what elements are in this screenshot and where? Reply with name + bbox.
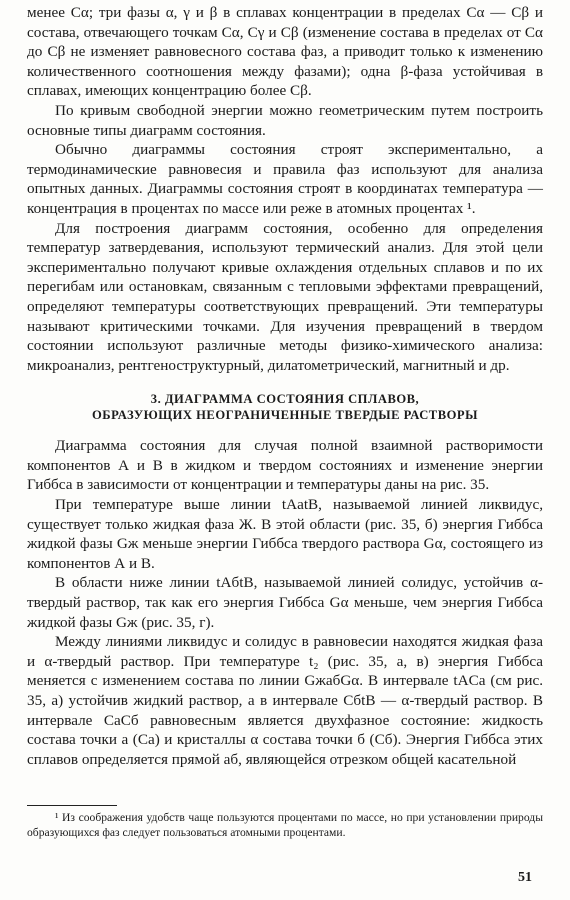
body-text: [27, 3, 543, 769]
paragraph: менее Cα; три фазы α, γ и β в сплавах концентрации в пределах Cα — Cβ и состава, отвечающего точкам Cα, Cγ и Cβ (изменение состава в пределах от Cα до Cβ не изменяет равновесного состава фаз, а приводит только к изменению количественного соотношения между фазами); одна β-фаза устойчивая в сплавах, имеющих концентрацию более Cβ.: [27, 4, 543, 100]
footnote-text: ¹ Из соображения удобств чаще пользуются процентами по массе, но при установлении природы образующихся фаз следует пользоваться атомными процентами.: [27, 811, 543, 839]
paragraph: Обычно диаграммы состояния строят экспериментально, а термодинамические равновесия и правила фаз используют для анализа опытных данных. Диаграммы состояния строят в координатах температура — концентрация в процентах по массе или реже в атомных процентах ¹.: [27, 141, 543, 217]
paragraph: По кривым свободной энергии можно геометрическим путем построить основные типы диаграмм состояния.: [27, 101, 543, 139]
paragraph: Для построения диаграмм состояния, особенно для определения температур затвердевания, используют термический анализ. Для этой цели экспериментально получают кривые охлаждения отдельных сплавов и по их перегибам или остановкам, связанным с тепловыми эффектами превращений, определяют температуры соответствующих превращений. Эти температуры называют критическими точками. Для изучения превращений в твердом состоянии используют различные методы физико-химического анализа: микроанализ, рентгеноструктурный, дилатометрический, магнитный и др.: [27, 219, 543, 374]
section-heading-line2: ОБРАЗУЮЩИХ НЕОГРАНИЧЕННЫЕ ТВЕРДЫЕ РАСТВОРЫ: [92, 408, 478, 423]
footnote-divider: [27, 805, 117, 806]
paragraph: Между линиями ликвидус и солидус в равновесии находятся жидкая фаза и α-твердый раствор. При температуре t₂ (рис. 35, а, в) энергия Гиббса меняется с изменением состава по линии GжабGα. В интервале tACa (см рис. 35, а) устойчив жидкий раствор, а в интервале CбtB — α-твердый раствор. В интервале CaCб равновесным является двухфазное состояние: жидкость состава точки a (Ca) и кристаллы α состава точки б (Cб). Энергия Гиббса этих сплавов определяется прямой аб, являющейся отрезком общей касательной: [27, 633, 543, 768]
footnote: [27, 811, 543, 840]
paragraph: В области ниже линии tAбtB, называемой линией солидус, устойчив α-твердый раствор, так как его энергия Гиббса Gα меньше, чем энергия Гиббса жидкой фазы Gж (рис. 35, г).: [27, 574, 543, 631]
section-heading-line1: 3. ДИАГРАММА СОСТОЯНИЯ СПЛАВОВ,: [150, 392, 420, 407]
paragraph: Диаграмма состояния для случая полной взаимной растворимости компонентов А и В в жидком и твердом состояниях и изменение энергии Гиббса в зависимости от концентрации и температуры даны на рис. 35.: [27, 437, 543, 494]
page-number: 51: [518, 870, 532, 885]
section-heading: [27, 391, 543, 423]
paragraph: При температуре выше линии tAatB, называемой линией ликвидус, существует только жидкая фаза Ж. В этой области (рис. 35, б) энергия Гиббса жидкой фазы Gж меньше энергии Гиббса твердого раствора Gα, состоящего из компонентов А и В.: [27, 496, 543, 572]
